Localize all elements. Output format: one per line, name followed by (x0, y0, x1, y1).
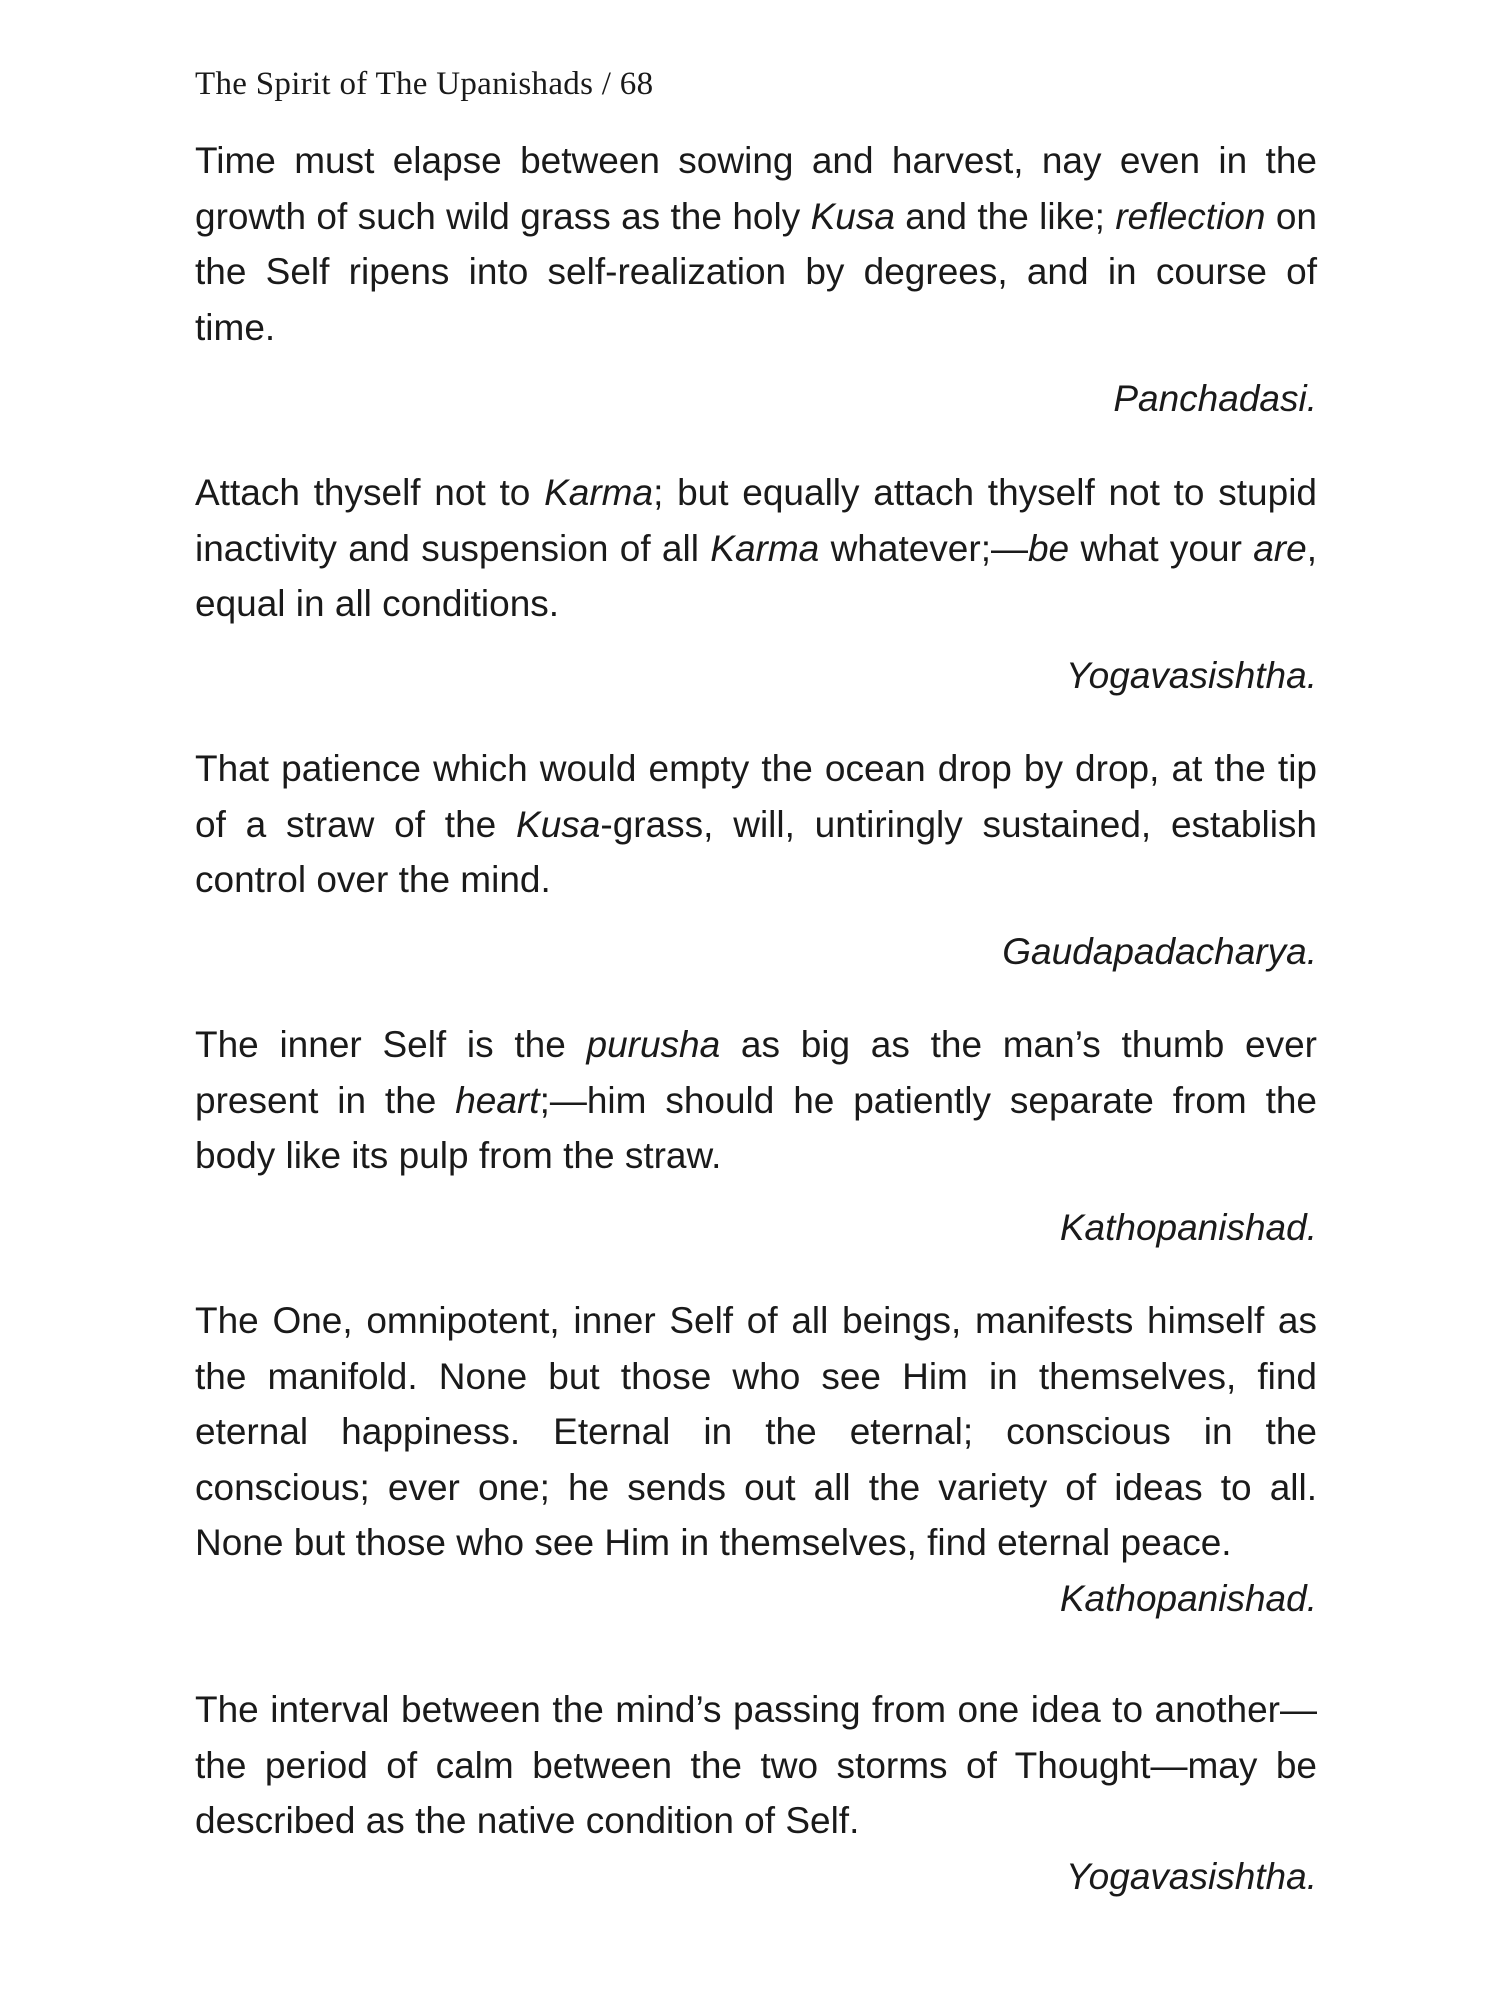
quote-attribution: Gaudapadacharya. (1002, 930, 1317, 972)
quote-text: Time must elapse between sowing and harvest, nay even in the growth of such wild grass as the holy Kusa and the like; reflection on the Self ripens into self-realization by degrees, and in course of time. (195, 140, 1317, 348)
quote-text: The One, omnipotent, inner Self of all beings, manifests himself as the manifold. None but those who see Him in themselves, find eternal happiness. Eternal in the eternal; conscious in the conscious; ever one; he sends out all the variety of ideas to all. None but those who see Him in themselves, find eternal peace. (195, 1300, 1317, 1563)
quote-attribution: Panchadasi. (1113, 378, 1317, 419)
quote-attribution: Yogavasishtha. (1066, 1855, 1317, 1897)
quote-attribution: Kathopanishad. (1059, 1206, 1317, 1248)
quote-block (195, 1017, 1317, 1255)
quote-block (195, 1293, 1317, 1626)
quote-block (195, 133, 1317, 427)
quote-text: The interval between the mind’s passing from one idea to another—the period of calm between the two storms of Thought—may be described as the native condition of Self. (195, 1689, 1317, 1841)
quote-block (195, 1682, 1317, 1904)
quote-text: Attach thyself not to Karma; but equally attach thyself not to stupid inactivity and suspension of all Karma whatever;—be what your are, equal in all conditions. (195, 472, 1317, 624)
quote-block (195, 465, 1317, 703)
quote-text: That patience which would empty the ocean drop by drop, at the tip of a straw of the Kusa-grass, will, untiringly sustained, establish control over the mind. (195, 748, 1317, 900)
quote-text: The inner Self is the purusha as big as the man’s thumb ever present in the heart;—him should he patiently separate from the body like its pulp from the straw. (195, 1024, 1318, 1176)
quote-attribution: Kathopanishad. (1059, 1577, 1317, 1619)
quote-attribution: Yogavasishtha. (1066, 654, 1317, 696)
quote-block (195, 741, 1317, 979)
running-head: The Spirit of The Upanishads / 68 (195, 66, 654, 102)
